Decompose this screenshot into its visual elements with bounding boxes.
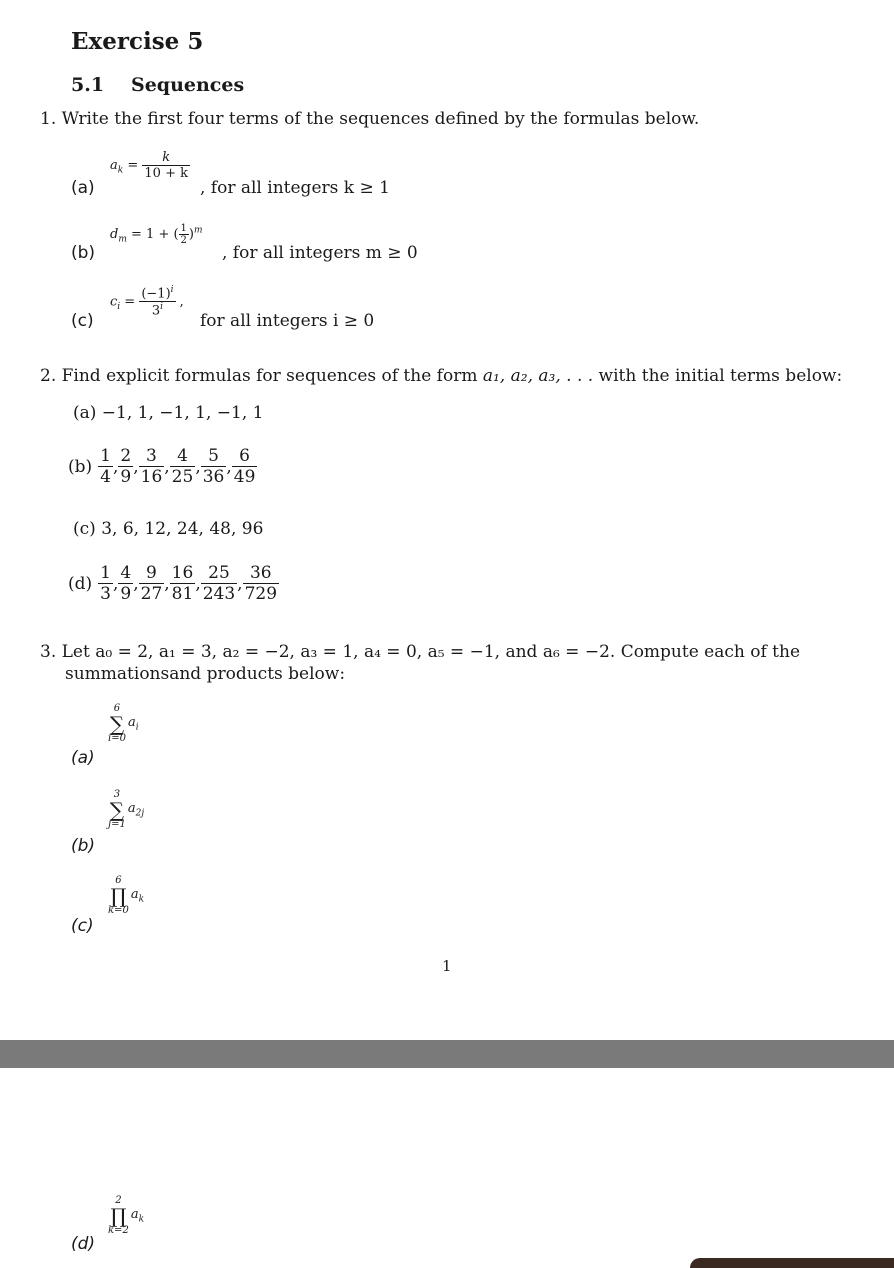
section-title: Sequences [131, 74, 245, 96]
q1b-formula: $d_m = 1$ + ( $\frac{1}{2}$ )$^m$ [110, 223, 203, 246]
page-divider [0, 1040, 894, 1068]
question-3-line-1: 3. Let a₀ = 2, a₁ = 3, a₂ = −2, a₃ = 1, a₄ = 0, a₅ = −1, and a₆ = −2. Compute each of the [40, 642, 801, 662]
q2c-sequence: (c) 3, 6, 12, 24, 48, 96 [73, 519, 264, 539]
q1a-condition: , for all integers k ≥ 1 [200, 178, 390, 198]
page-title: Exercise 5 [71, 28, 204, 55]
q1a-formula: $a_k$ = $\frac{k}{10 + k}$ [110, 150, 188, 181]
q3c-label: (c) [71, 916, 94, 936]
q3b-summation: 3 ∑ j=1 $a_{2j}$ [108, 789, 145, 830]
q1b-label: (b) [71, 243, 96, 263]
q2a-sequence: (a) −1, 1, −1, 1, −1, 1 [73, 403, 264, 423]
bottom-edge-bar [690, 1258, 894, 1268]
q1c-condition: for all integers i ≥ 0 [200, 311, 375, 331]
q3c-product: 6 ∏ k=0 $a_k$ [108, 875, 145, 916]
q3a-summation: 6 ∑ i=0 $a_i$ [108, 703, 139, 744]
q3a-label: (a) [71, 748, 95, 768]
q2b-sequence: (b) $\frac{1}{4}$ , $\frac{2}{9}$ , $\frac{3}{16}$ , $\frac{4}{25}$ , $\frac{5}{36}$ , $\frac{6}{49}$ [68, 446, 256, 487]
question-1-text: 1. Write the first four terms of the sequences defined by the formulas below. [40, 109, 700, 129]
q1a-label: (a) [71, 178, 95, 198]
q2d-sequence: (d) $\frac{1}{3}$ , $\frac{4}{9}$ , $\frac{9}{27}$ , $\frac{16}{81}$ , $\frac{25}{243}$ , $\frac{36}{729}$ [68, 563, 278, 604]
q3d-product: 2 ∏ k=2 $a_k$ [108, 1195, 145, 1236]
q1c-label: (c) [71, 311, 94, 331]
page-number: 1 [442, 957, 452, 975]
q3b-label: (b) [71, 836, 96, 856]
q1c-formula: $c_i$ = $\frac{(-1)^i}{3^i}$ , [110, 285, 184, 319]
q1b-condition: , for all integers m ≥ 0 [222, 243, 418, 263]
question-2-text: 2. Find explicit formulas for sequences of the form a₁, a₂, a₃, . . . with the initial terms below: [40, 366, 843, 386]
section-number: 5.1 [71, 74, 105, 96]
q3d-label: (d) [71, 1234, 96, 1254]
question-3-line-2: summationsand products below: [65, 664, 346, 684]
